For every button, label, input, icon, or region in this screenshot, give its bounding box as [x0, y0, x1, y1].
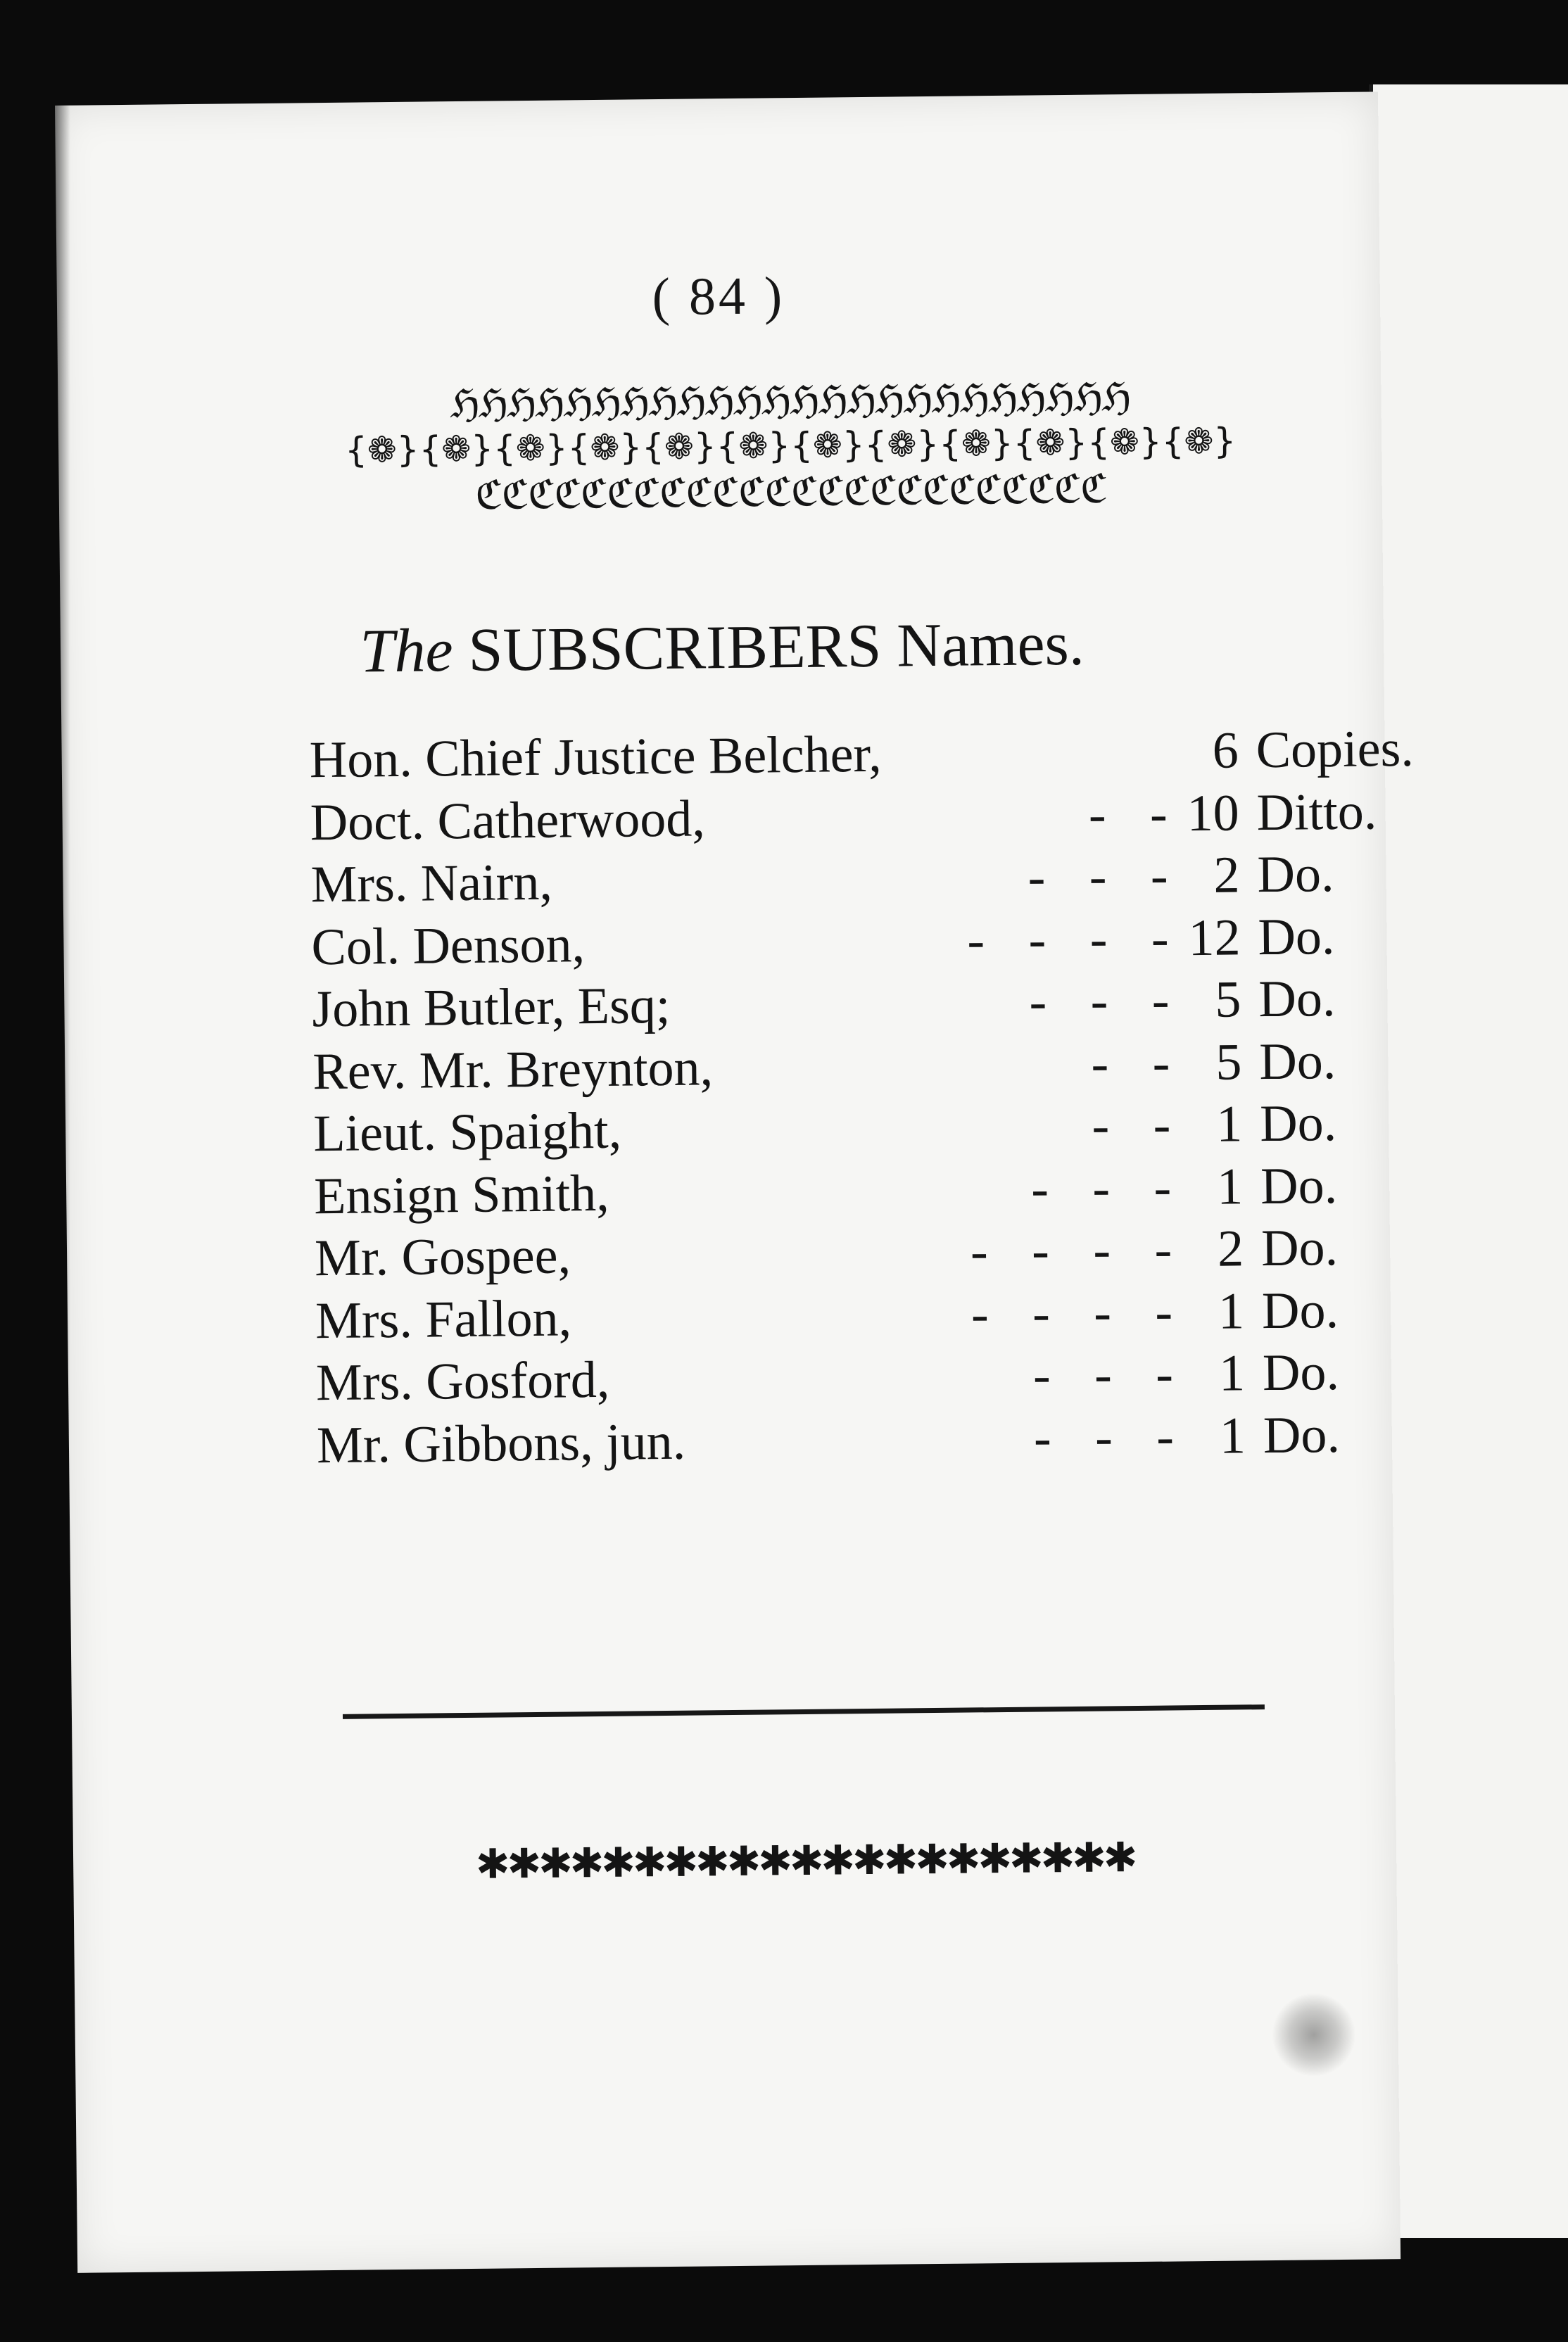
subscriber-row [312, 1030, 1336, 1103]
subscriber-row [314, 1217, 1339, 1289]
copies-unit: Do. [1262, 1343, 1340, 1403]
leader-dashes: - - - [1028, 847, 1184, 906]
adjacent-page-edge [1369, 84, 1568, 2238]
subscriber-row [310, 781, 1377, 854]
subscriber-list [309, 719, 1415, 1476]
copies-unit: Do. [1258, 970, 1336, 1029]
leader-dashes: - - - [1030, 1158, 1187, 1218]
copies-unit: Do. [1257, 845, 1334, 904]
copies-unit: Do. [1259, 1094, 1337, 1153]
copies-count: 10 [1187, 783, 1240, 842]
copies-unit: Do. [1260, 1156, 1338, 1215]
ink-smudge [1271, 1992, 1356, 2077]
leader-dashes: - - [1092, 1096, 1187, 1155]
copies-unit: Do. [1261, 1281, 1339, 1340]
copies-count: 2 [1213, 846, 1240, 904]
copies-unit: Copies. [1256, 719, 1415, 780]
heading-italic-word: The [360, 616, 454, 686]
leader-dashes: - - - [1029, 971, 1185, 1031]
horizontal-rule [343, 1704, 1265, 1719]
subscriber-name: Mrs. Nairn, [310, 853, 553, 914]
subscriber-name: Ensign Smith, [313, 1164, 610, 1225]
copies-count: 5 [1214, 970, 1241, 1029]
leader-dashes: - - [1091, 1033, 1186, 1093]
copies-count: 1 [1215, 1095, 1243, 1153]
leader-dashes: - - - - [970, 1220, 1188, 1281]
copies-unit: Ditto. [1256, 782, 1377, 842]
subscriber-row [313, 1155, 1338, 1227]
subscriber-name: Mr. Gospee, [314, 1227, 571, 1288]
subscriber-row [315, 1341, 1340, 1414]
subscriber-name: Doct. Catherwood, [310, 789, 706, 852]
copies-count: 1 [1219, 1406, 1246, 1465]
book-page [55, 91, 1415, 2273]
copies-count: 1 [1218, 1281, 1245, 1341]
subscriber-row [309, 719, 1415, 791]
ornament-border-bottom: ✱✱✱✱✱✱✱✱✱✱✱✱✱✱✱✱✱✱✱✱✱ [475, 1833, 1135, 1888]
page-heading [61, 605, 1384, 690]
copies-unit: Do. [1258, 907, 1335, 966]
heading-title: SUBSCRIBERS Names. [452, 609, 1085, 685]
leader-dashes: - - [1088, 784, 1184, 844]
copies-count: 2 [1217, 1220, 1244, 1278]
ornament-border-top-row-2: {❁}{❁}{❁}{❁}{❁}{❁}{❁}{❁}{❁}{❁}{❁}{❁} [344, 420, 1237, 471]
subscriber-row [312, 1092, 1337, 1165]
copies-count: 5 [1215, 1032, 1242, 1091]
subscriber-row [316, 1404, 1341, 1476]
subscriber-name: Hon. Chief Justice Belcher, [309, 725, 883, 790]
subscriber-name: Mrs. Fallon, [315, 1289, 572, 1350]
leader-dashes: - - - [1032, 1345, 1189, 1405]
ornament-border-top-row-1: ℌℌℌℌℌℌℌℌℌℌℌℌℌℌℌℌℌℌℌℌℌℌℌℌ [450, 374, 1130, 428]
subscriber-name: Mr. Gibbons, jun. [316, 1412, 686, 1474]
leader-dashes: - - - - [970, 1282, 1189, 1343]
subscriber-row [312, 968, 1336, 1040]
page-binding-shadow [42, 106, 70, 2273]
subscriber-row [310, 843, 1334, 916]
ornament-border-top-row-3: ℭℭℭℭℭℭℭℭℭℭℭℭℭℭℭℭℭℭℭℭℭℭℭℭ [474, 466, 1107, 519]
page-number: ( 84 ) [652, 266, 785, 327]
subscriber-name: Col. Denson, [311, 915, 586, 976]
copies-count: 12 [1188, 908, 1241, 967]
subscriber-row [315, 1279, 1339, 1352]
copies-unit: Do. [1263, 1405, 1341, 1464]
copies-count: 6 [1212, 721, 1239, 780]
copies-count: 1 [1216, 1157, 1244, 1216]
subscriber-name: Mrs. Gosford, [315, 1350, 610, 1412]
leader-dashes: - - - [1033, 1407, 1190, 1467]
subscriber-name: John Butler, Esq; [312, 976, 671, 1039]
subscriber-row [311, 906, 1335, 978]
copies-unit: Do. [1260, 1219, 1339, 1278]
subscriber-name: Lieut. Spaight, [312, 1101, 622, 1163]
copies-unit: Do. [1258, 1032, 1336, 1091]
subscriber-name: Rev. Mr. Breynton, [312, 1038, 714, 1101]
copies-count: 1 [1218, 1344, 1246, 1403]
leader-dashes: - - - - [966, 909, 1184, 969]
